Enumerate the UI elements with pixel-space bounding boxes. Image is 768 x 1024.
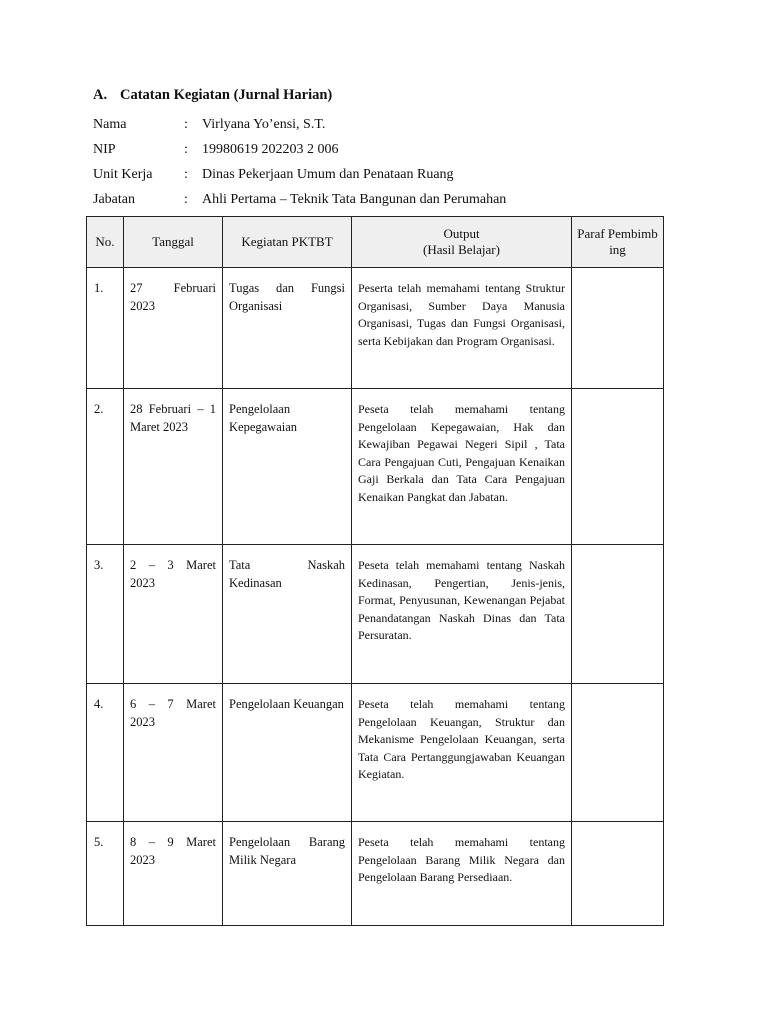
cell-output-text: Peserta telah memahami tentang Struktur Organisasi, Sumber Daya Manusia Organisasi, Tugas dan Fungsi Organisasi, serta Kebijakan dan Program Organisasi. (358, 281, 565, 348)
cell-tanggal (124, 268, 223, 389)
cell-paraf-text (572, 822, 663, 834)
journal-table (86, 216, 664, 926)
table-row (87, 545, 664, 684)
cell-kegiatan (223, 389, 352, 545)
identity-label: Nama (93, 117, 127, 132)
table-row (87, 268, 664, 389)
cell-no (87, 822, 124, 926)
cell-no-text: 3. (94, 558, 104, 572)
identity-value: 19980619 202203 2 006 (202, 142, 339, 157)
section-letter: A. (93, 87, 108, 103)
cell-kegiatan (223, 822, 352, 926)
identity-separator: : (184, 192, 188, 207)
cell-no (87, 268, 124, 389)
cell-output-text: Peseta telah memahami tentang Pengelolaan Keuangan, Struktur dan Mekanisme Pengelolaan Keuangan, serta Tata Cara Pertanggungjawaban Keuangan Kegiatan. (358, 697, 565, 782)
cell-no (87, 684, 124, 822)
cell-paraf-text (572, 268, 663, 280)
cell-output (352, 684, 572, 822)
table-header-row (87, 217, 664, 268)
cell-paraf (572, 684, 664, 822)
header-tanggal: Tanggal (124, 217, 223, 268)
cell-tanggal-text: 6 – 7 Maret 2023 (130, 697, 216, 729)
cell-tanggal (124, 822, 223, 926)
cell-no-text: 1. (94, 281, 104, 295)
cell-tanggal-text: 27 Februari 2023 (130, 281, 216, 313)
cell-output (352, 822, 572, 926)
cell-tanggal (124, 545, 223, 684)
header-paraf (572, 217, 664, 268)
cell-kegiatan (223, 545, 352, 684)
header-kegiatan: Kegiatan PKTBT (223, 217, 352, 268)
cell-kegiatan (223, 268, 352, 389)
header-output (352, 217, 572, 268)
identity-value: Ahli Pertama – Teknik Tata Bangunan dan Perumahan (202, 192, 507, 207)
header-output-title: Output (443, 226, 480, 241)
cell-kegiatan-text: Tata Naskah Kedinasan (229, 558, 345, 590)
identity-label: Unit Kerja (93, 167, 153, 182)
cell-no (87, 545, 124, 684)
cell-tanggal-text: 2 – 3 Maret 2023 (130, 558, 216, 590)
cell-tanggal (124, 389, 223, 545)
cell-output-text: Peseta telah memahami tentang Pengelolaan Barang Milik Negara dan Pengelolaan Barang Persediaan. (358, 835, 565, 885)
identity-separator: : (184, 142, 188, 157)
identity-separator: : (184, 167, 188, 182)
header-output-subtitle: (Hasil Belajar) (423, 242, 500, 257)
identity-separator: : (184, 117, 188, 132)
cell-kegiatan-text: Pengelolaan Barang Milik Negara (229, 835, 345, 867)
cell-paraf-text (572, 545, 663, 557)
identity-value: Dinas Pekerjaan Umum dan Penataan Ruang (202, 167, 454, 182)
section-heading (93, 87, 332, 104)
header-no: No. (87, 217, 124, 268)
cell-kegiatan-text: Pengelolaan Keuangan (229, 697, 344, 711)
section-title: Catatan Kegiatan (Jurnal Harian) (120, 87, 333, 103)
cell-paraf (572, 822, 664, 926)
cell-tanggal-text: 28 Februari – 1 Maret 2023 (130, 402, 216, 434)
cell-no-text: 4. (94, 697, 104, 711)
cell-no-text: 5. (94, 835, 104, 849)
identity-value: Virlyana Yo’ensi, S.T. (202, 117, 326, 132)
table-row (87, 389, 664, 545)
cell-output (352, 268, 572, 389)
cell-paraf (572, 545, 664, 684)
cell-output-text: Peseta telah memahami tentang Naskah Kedinasan, Pengertian, Jenis-jenis, Format, Penyusunan, Kewenangan Pejabat Penandatangan Naskah Dinas dan Tata Persuratan. (358, 558, 565, 643)
cell-output-text: Peseta telah memahami tentang Pengelolaan Kepegawaian, Hak dan Kewajiban Pegawai Negeri Sipil , Tata Cara Pengajuan Cuti, Pengajuan Kenaikan Gaji Berkala dan Tata Cara Pengajuan Kenaikan Pangkat dan Jabatan. (358, 402, 565, 504)
table-row (87, 822, 664, 926)
cell-paraf-text (572, 389, 663, 401)
cell-kegiatan (223, 684, 352, 822)
identity-label: Jabatan (93, 192, 135, 207)
cell-no-text: 2. (94, 402, 104, 416)
cell-output (352, 545, 572, 684)
cell-kegiatan-text: Tugas dan Fungsi Organisasi (229, 281, 345, 313)
cell-no (87, 389, 124, 545)
cell-output (352, 389, 572, 545)
cell-tanggal-text: 8 – 9 Maret 2023 (130, 835, 216, 867)
table-row (87, 684, 664, 822)
cell-paraf (572, 389, 664, 545)
identity-label: NIP (93, 142, 116, 157)
cell-paraf (572, 268, 664, 389)
cell-kegiatan-text: Pengelolaan Kepegawaian (229, 402, 298, 434)
cell-paraf-text (572, 684, 663, 696)
cell-tanggal (124, 684, 223, 822)
header-paraf-text: Paraf Pembimbing (577, 226, 658, 257)
